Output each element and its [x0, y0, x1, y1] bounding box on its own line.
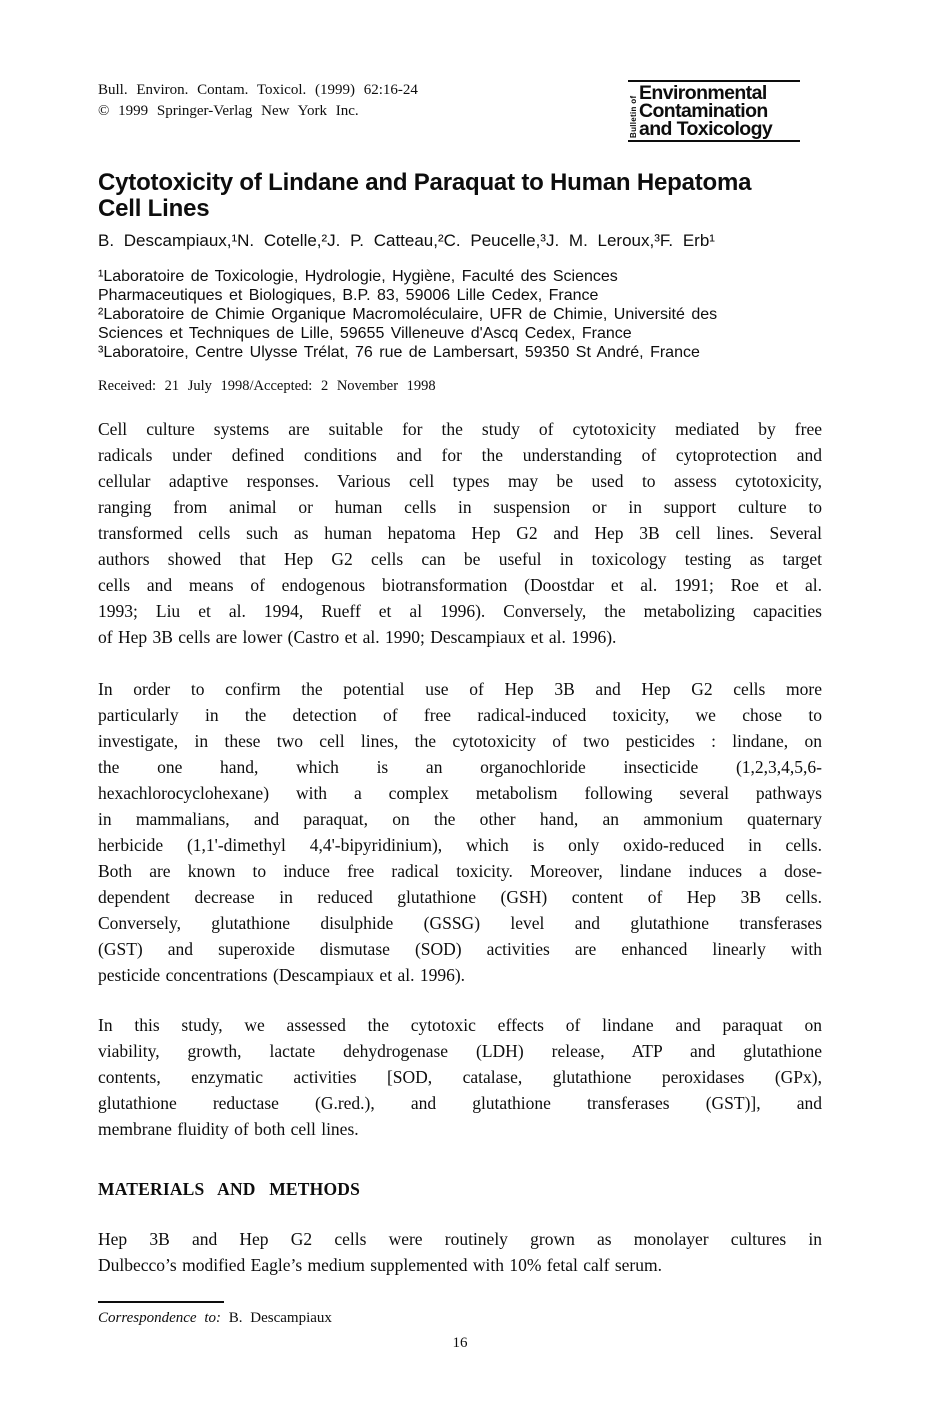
text-line: In order to confirm the potential use of Hep 3B and Hep G2 cells more [98, 679, 822, 699]
text-line: Pharmaceutiques et Biologiques, B.P. 83, 59006 Lille Cedex, France [98, 287, 599, 304]
text-line: ²Laboratoire de Chimie Organique Macromoléculaire, UFR de Chimie, Université des [98, 306, 718, 323]
affiliation-list [98, 267, 822, 362]
page-number: 16 [452, 1335, 468, 1351]
text-line: cellular adaptive responses. Various cell types may be used to assess cytotoxicity, [98, 471, 822, 491]
text-line: ¹Laboratoire de Toxicologie, Hydrologie, Hygiène, Faculté des Sciences [98, 268, 618, 285]
text-line: transformed cells such as human hepatoma Hep G2 and Hep 3B cell lines. Several [98, 523, 822, 543]
text-line: ³Laboratoire, Centre Ulysse Trélat, 76 rue de Lambersart, 59350 St André, France [98, 344, 700, 361]
citation-line: Bull. Environ. Contam. Toxicol. (1999) 62:16-24 [98, 82, 418, 98]
intro-paragraph-1 [98, 416, 822, 650]
text-line: hexachlorocyclohexane) with a complex metabolism following several pathways [98, 783, 822, 803]
text-line: Conversely, glutathione disulphide (GSSG) level and glutathione transferases [98, 913, 822, 933]
text-line: of Hep 3B cells are lower (Castro et al. 1990; Descampiaux et al. 1996). [98, 627, 617, 647]
text-line: Cell culture systems are suitable for the study of cytotoxicity mediated by free [98, 419, 822, 439]
journal-citation [98, 80, 418, 122]
section-heading-materials-methods: MATERIALS AND METHODS [98, 1179, 361, 1199]
text-line: Dulbecco’s modified Eagle’s medium supplemented with 10% fetal calf serum. [98, 1255, 662, 1275]
text-line: In this study, we assessed the cytotoxic effects of lindane and paraquat on [98, 1015, 822, 1035]
text-line: viability, growth, lactate dehydrogenase (LDH) release, ATP and glutathione [98, 1041, 822, 1061]
journal-logo-vertical-text: Bulletin of [629, 95, 638, 138]
text-line: herbicide (1,1'-dimethyl 4,4'-bipyridinium), which is only oxido-reduced in cells. [98, 835, 822, 855]
text-line: authors showed that Hep G2 cells can be useful in toxicology testing as target [98, 549, 822, 569]
text-line: glutathione reductase (G.red.), and glutathione transferases (GST)], and [98, 1093, 822, 1113]
text-line: investigate, in these two cell lines, the cytotoxicity of two pesticides : lindane, on [98, 731, 822, 751]
text-line: pesticide concentrations (Descampiaux et al. 1996). [98, 965, 466, 985]
correspondence-note [98, 1308, 332, 1328]
received-accepted-line: Received: 21 July 1998/Accepted: 2 November 1998 [98, 378, 436, 394]
text-line: in mammalians, and paraquat, on the other hand, an ammonium quaternary [98, 809, 822, 829]
text-line: Sciences et Techniques de Lille, 59655 Villeneuve d'Ascq Cedex, France [98, 325, 632, 342]
author-list: B. Descampiaux,¹N. Cotelle,²J. P. Catteau,²C. Peucelle,³J. M. Leroux,³F. Erb¹ [98, 231, 715, 250]
text-line: radicals under defined conditions and for the understanding of cytoprotection and [98, 445, 822, 465]
text-line: the one hand, which is an organochloride insecticide (1,2,3,4,5,6- [98, 757, 822, 777]
journal-logo-title [639, 84, 772, 138]
text-line: Hep 3B and Hep G2 cells were routinely grown as monolayer cultures in [98, 1229, 822, 1249]
correspondence-value: B. Descampiaux [228, 1310, 332, 1326]
text-line: dependent decrease in reduced glutathione (GSH) content of Hep 3B cells. [98, 887, 822, 907]
text-line: contents, enzymatic activities [SOD, catalase, glutathione peroxidases (GPx), [98, 1067, 822, 1087]
text-line: membrane fluidity of both cell lines. [98, 1119, 359, 1139]
text-line: Contamination [639, 100, 768, 122]
text-line: (GST) and superoxide dismutase (SOD) activities are enhanced linearly with [98, 939, 822, 959]
text-line: ranging from animal or human cells in suspension or in support culture to [98, 497, 822, 517]
copyright-line: © 1999 Springer-Verlag New York Inc. [98, 103, 359, 119]
journal-logo [628, 80, 800, 142]
intro-paragraph-2 [98, 676, 822, 988]
text-line: 1993; Liu et al. 1994, Rueff et al 1996). Conversely, the metabolizing capacities [98, 601, 822, 621]
text-line: and Toxicology [639, 118, 773, 140]
text-line: Both are known to induce free radical toxicity. Moreover, lindane induces a dose- [98, 861, 822, 881]
article-title [98, 170, 822, 222]
intro-paragraph-3 [98, 1012, 822, 1142]
methods-paragraph-1 [98, 1226, 822, 1278]
correspondence-label: Correspondence to: [98, 1310, 222, 1326]
text-line: cells and means of endogenous biotransformation (Doostdar et al. 1991; Roe et al. [98, 575, 822, 595]
page-header [98, 80, 822, 138]
text-line: Cytotoxicity of Lindane and Paraquat to Human Hepatoma [98, 169, 752, 196]
text-line: Environmental [639, 82, 767, 104]
text-line: particularly in the detection of free radical-induced toxicity, we chose to [98, 705, 822, 725]
journal-logo-inner [628, 84, 800, 138]
text-line: Cell Lines [98, 195, 210, 222]
footnote-rule [98, 1301, 224, 1303]
